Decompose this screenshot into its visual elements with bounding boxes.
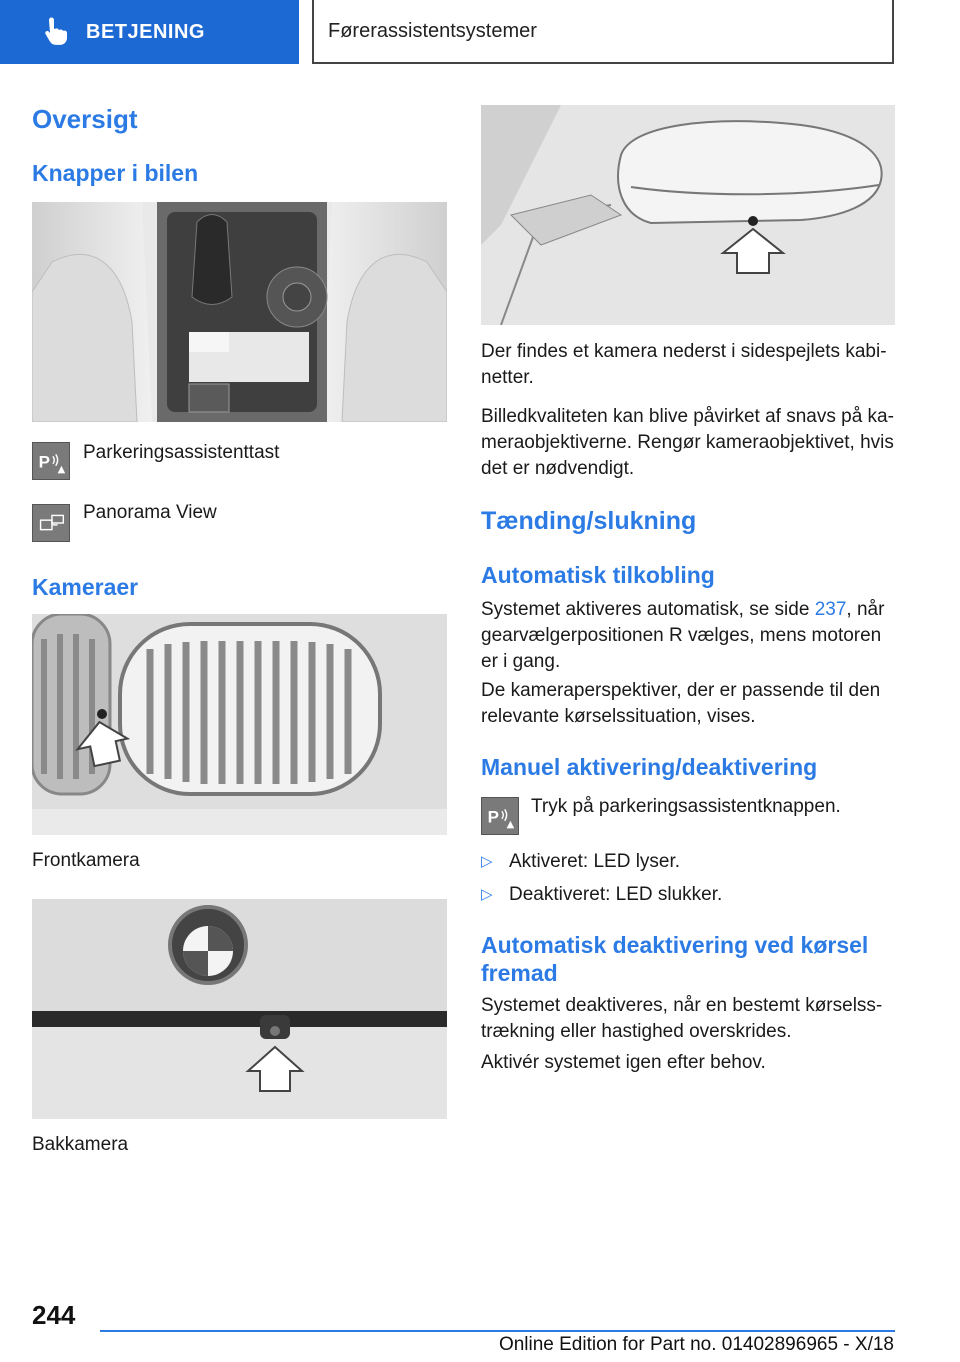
page-link-237[interactable]: 237 bbox=[814, 599, 847, 620]
panorama-view-label: Panorama View bbox=[83, 502, 217, 523]
front-camera-caption: Frontkamera bbox=[32, 850, 140, 871]
auto-off-heading: Automatisk deaktivering ved kørsel fremad bbox=[481, 932, 869, 986]
auto-off-text: Systemet deaktiveres, når en bestemt kørselss‐ trækning eller hastighed overskrides. bbox=[481, 995, 883, 1042]
manual-heading: Manuel aktivering/deaktivering bbox=[481, 754, 818, 780]
bullet-triangle-icon: ▷ bbox=[481, 886, 493, 903]
auto-on-heading: Automatisk tilkobling bbox=[481, 562, 715, 588]
svg-text:P: P bbox=[487, 807, 500, 827]
image-quality-text: Billedkvaliteten kan blive påvirket af snavs på ka‐ meraobjektiverne. Rengør kameraobjektivet, hvis det er nødvendigt. bbox=[481, 406, 894, 479]
rear-camera-caption: Bakkamera bbox=[32, 1134, 129, 1155]
list-item-text: Deaktiveret: LED slukker. bbox=[509, 884, 723, 905]
buttons-heading: Knapper i bilen bbox=[32, 160, 199, 186]
hand-pointer-icon bbox=[38, 17, 68, 47]
parking-assist-label: Parkeringsassistenttast bbox=[83, 442, 280, 463]
edition-text: Online Edition for Part no. 01402896965 - X/18 bbox=[498, 1334, 894, 1355]
perspective-text: De kameraperspektiver, der er passende til den relevante kørselssituation, vises. bbox=[481, 680, 881, 727]
list-item bbox=[481, 849, 680, 875]
auto-on-text-b: , når gearvælgerpositionen R vælges, mens motoren er i gang. bbox=[481, 599, 885, 672]
side-mirror-image bbox=[481, 105, 895, 325]
parking-assist-icon bbox=[32, 442, 70, 480]
list-item-text: Aktiveret: LED lyser. bbox=[509, 851, 681, 872]
section-label: BETJENING bbox=[86, 20, 205, 43]
chapter-header bbox=[312, 0, 894, 64]
footer-divider bbox=[100, 1330, 895, 1332]
parking-assist-button-icon bbox=[481, 797, 519, 835]
chapter-title: Førerassistentsystemer bbox=[328, 19, 537, 42]
bullet-triangle-icon: ▷ bbox=[481, 853, 493, 870]
on-off-heading: Tænding/slukning bbox=[481, 507, 697, 535]
front-camera-image bbox=[32, 614, 447, 835]
cameras-heading: Kameraer bbox=[32, 574, 139, 600]
center-console-image bbox=[32, 202, 447, 422]
rear-camera-image bbox=[32, 899, 447, 1119]
page-number: 244 bbox=[32, 1300, 76, 1330]
page-title: Oversigt bbox=[32, 104, 138, 134]
reactivate-text: Aktivér systemet igen efter behov. bbox=[481, 1052, 766, 1073]
auto-on-text bbox=[481, 597, 884, 675]
manual-text: Tryk på parkeringsassistentknappen. bbox=[531, 796, 841, 817]
panorama-view-icon bbox=[32, 504, 70, 542]
svg-text:P: P bbox=[38, 452, 51, 472]
section-tab[interactable] bbox=[0, 0, 299, 64]
list-item bbox=[481, 882, 722, 908]
auto-on-text-a: Systemet aktiveres automatisk, se side bbox=[481, 599, 815, 620]
mirror-camera-text: Der findes et kamera nederst i sidespejlets kabi‐ netter. bbox=[481, 341, 887, 388]
